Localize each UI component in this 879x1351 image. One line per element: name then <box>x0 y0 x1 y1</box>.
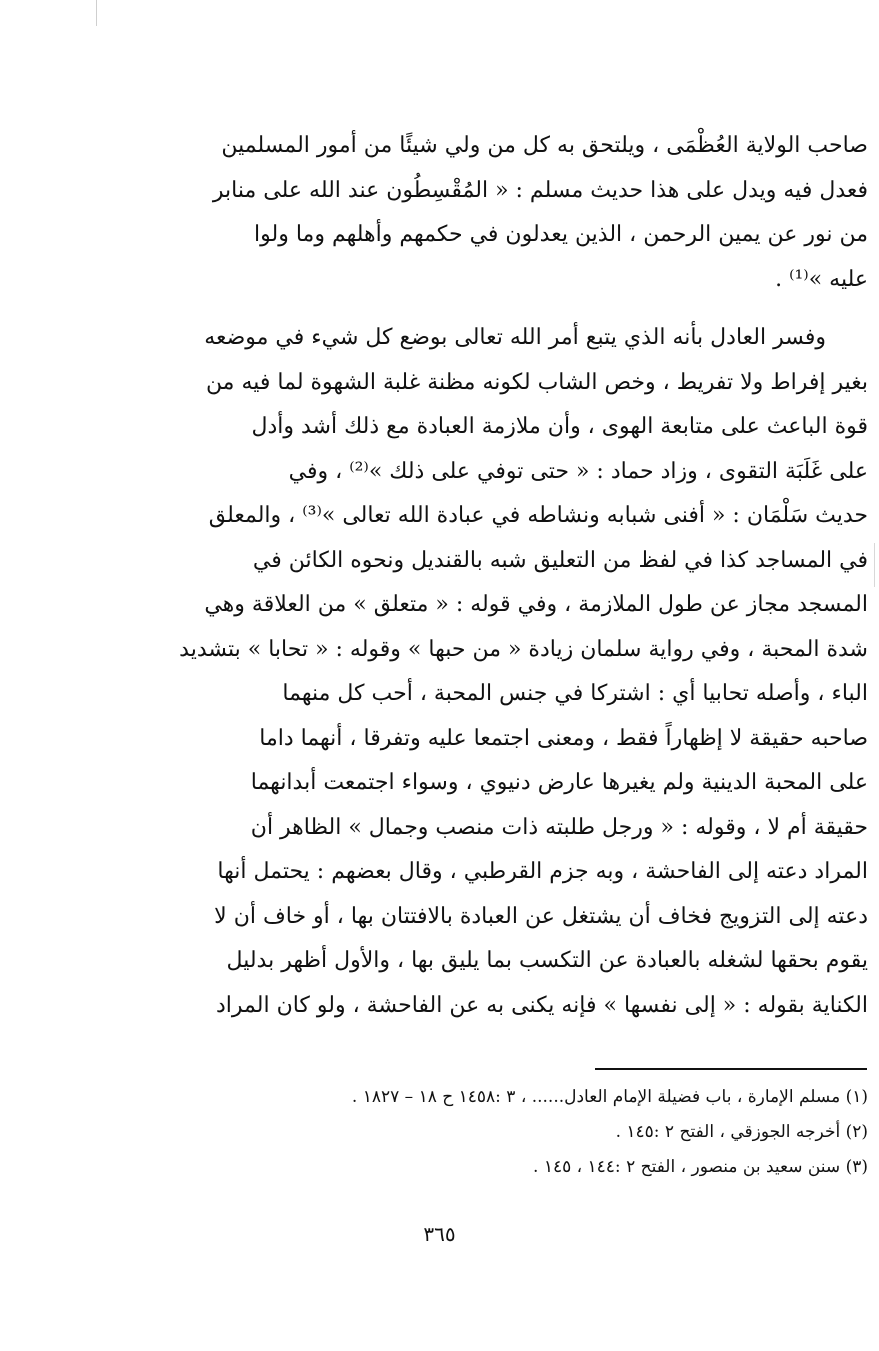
text-line: المراد دعته إلى الفاحشة ، وبه جزم القرطبي ، وقال بعضهم : يحتمل أنها <box>217 859 868 884</box>
footnote-3: (٣) سنن سعيد بن منصور ، الفتح ٢ :١٤٤ ، ١٤٥ . <box>533 1157 868 1177</box>
text-line: المسجد مجاز عن طول الملازمة ، وفي قوله : « متعلق » من العلاقة وهي <box>204 592 868 617</box>
page-number: ٣٦٥ <box>423 1222 456 1246</box>
scan-artifact-edge <box>874 543 875 587</box>
text-line: الكناية بقوله : « إلى نفسها » فإنه يكنى به عن الفاحشة ، ولو كان المراد <box>216 992 868 1018</box>
footnote-1: (١) مسلم الإمارة ، باب فضيلة الإمام العادل...... ، ٣ :١٤٥٨ ح ١٨ – ١٨٢٧ . <box>351 1087 868 1107</box>
text-line: صاحب الولاية العُظْمَى ، ويلتحق به كل من ولي شيئًا من أمور المسلمين <box>221 133 868 158</box>
text-line: حقيقة أم لا ، وقوله : « ورجل طلبته ذات منصب وجمال » الظاهر أن <box>250 814 868 840</box>
footnote-separator <box>595 1068 867 1070</box>
text-line: على المحبة الدينية ولم يغيرها عارض دنيوي ، وسواء اجتمعت أبدانهما <box>250 770 868 795</box>
text-line: صاحبه حقيقة لا إظهاراً فقط ، ومعنى اجتمعا عليه وتفرقا ، أنهما داما <box>259 725 868 751</box>
footnotes <box>160 1080 868 1185</box>
text-line: على غَلَبَة التقوى ، وزاد حماد : « حتى توفي على ذلك »⁽²⁾ ، وفي <box>288 458 868 484</box>
text-line: عليه »⁽¹⁾ . <box>775 266 868 292</box>
main-text <box>160 124 868 1028</box>
text-line: الباء ، وأصله تحابيا أي : اشتركا في جنس المحبة ، أحب كل منهما <box>282 681 868 706</box>
text-line: وفسر العادل بأنه الذي يتبع أمر الله تعالى بوضع كل شيء في موضعه <box>204 325 826 350</box>
text-line: من نور عن يمين الرحمن ، الذين يعدلون في حكمهم وأهلهم وما ولوا <box>254 222 868 247</box>
scan-artifact-top <box>96 0 97 26</box>
text-line: فعدل فيه ويدل على هذا حديث مسلم : « المُقْسِطُون عند الله على منابر <box>212 177 868 203</box>
text-line: قوة الباعث على متابعة الهوى ، وأن ملازمة العبادة مع ذلك أشد وأدل <box>251 414 868 439</box>
text-line: بغير إفراط ولا تفريط ، وخص الشاب لكونه مظنة غلبة الشهوة لما فيه من <box>205 369 868 395</box>
footnote-2: (٢) أخرجه الجوزقي ، الفتح ٢ :١٤٥ . <box>615 1122 868 1142</box>
text-line: يقوم بحقها لشغله بالعبادة عن التكسب بما يليق بها ، والأول أظهر بدليل <box>226 948 868 973</box>
paragraph-gap <box>160 302 868 316</box>
text-line: في المساجد كذا في لفظ من التعليق شبه بالقنديل ونحوه الكائن في <box>252 547 868 573</box>
text-line: شدة المحبة ، وفي رواية سلمان زيادة « من حبها » وقوله : « تحابا » بتشديد <box>179 636 868 662</box>
text-line: دعته إلى التزويج فخاف أن يشتغل عن العبادة بالافتتان بها ، أو خاف أن لا <box>214 903 868 929</box>
text-line: حديث سَلْمَان : « أفنى شبابه ونشاطه في عبادة الله تعالى »⁽³⁾ ، والمعلق <box>208 503 868 528</box>
